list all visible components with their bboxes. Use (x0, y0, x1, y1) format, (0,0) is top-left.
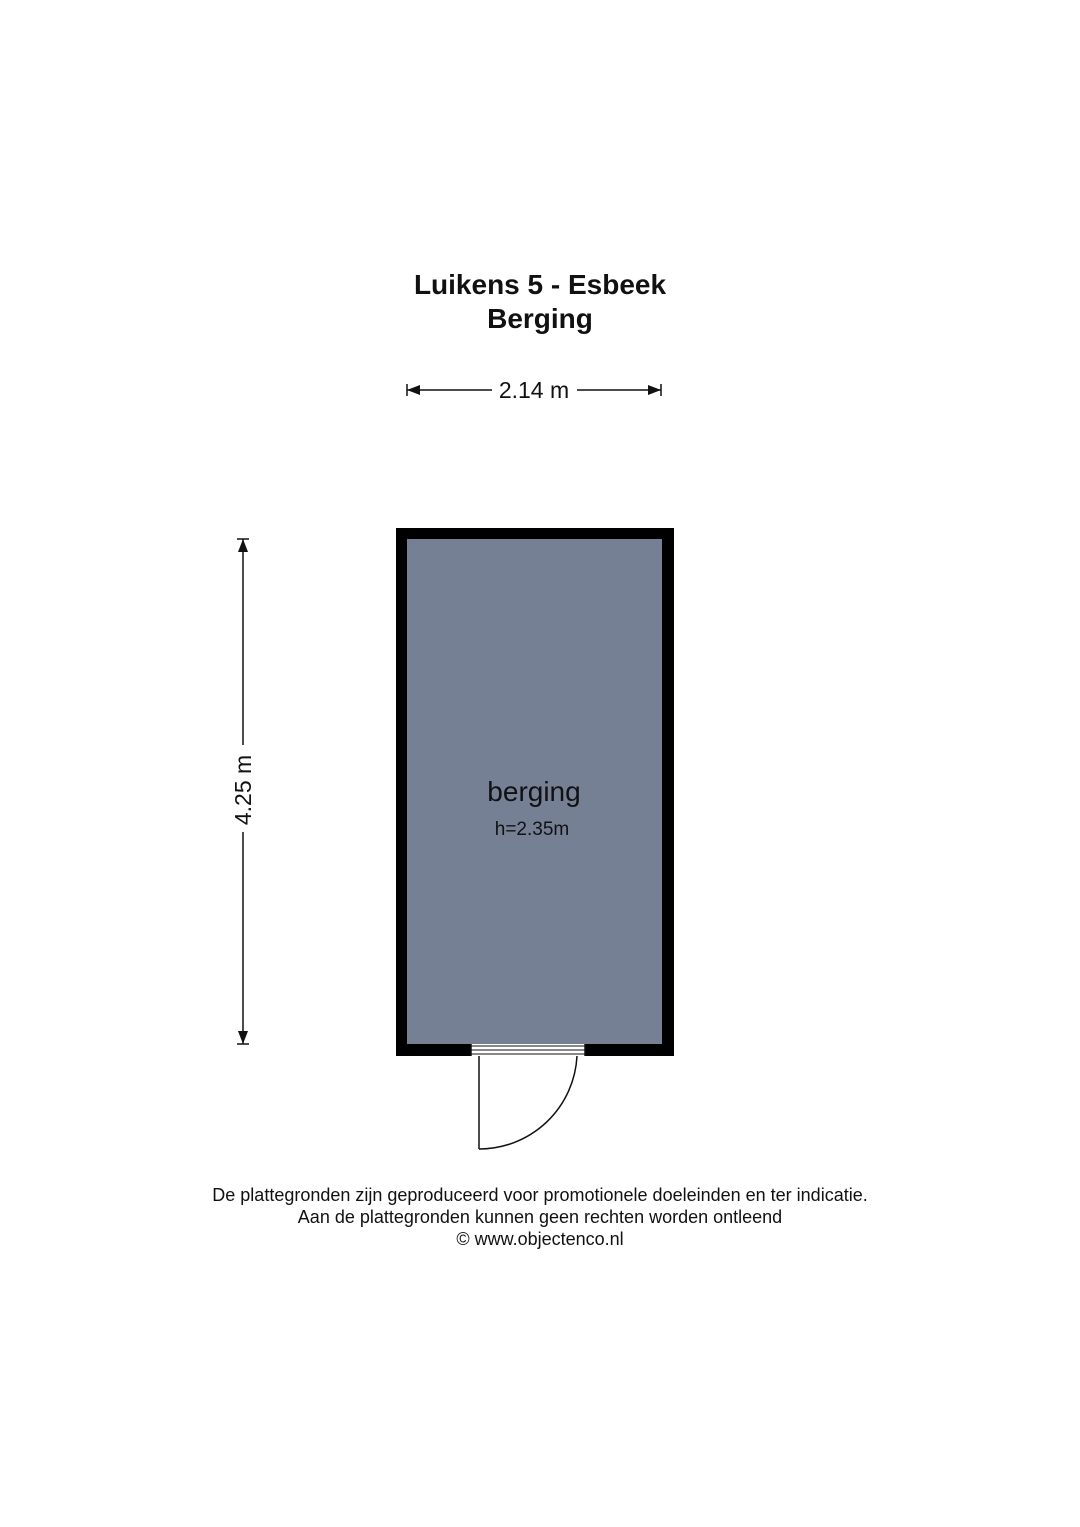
depth-label: 4.25 m (230, 754, 256, 826)
floor-title: Berging (487, 303, 593, 334)
room-name-label: berging (487, 776, 581, 807)
depth-arrow-top-icon (238, 539, 248, 552)
disclaimer-line-2: Aan de plattegronden kunnen geen rechten worden ontleend (297, 1207, 783, 1227)
width-arrow-left-icon (407, 385, 420, 395)
depth-dimension (230, 539, 256, 1044)
room-berging (396, 528, 674, 1149)
width-label: 2.14 m (498, 377, 570, 403)
door-swing-arc (479, 1056, 577, 1149)
room-height-label: h=2.35m (494, 819, 570, 840)
width-arrow-right-icon (648, 385, 661, 395)
depth-arrow-bottom-icon (238, 1031, 248, 1044)
copyright-line: © www.objectenco.nl (456, 1229, 624, 1249)
address-title: Luikens 5 - Esbeek (413, 269, 667, 300)
width-dimension (407, 377, 661, 403)
disclaimer-line-1: De plattegronden zijn geproduceerd voor promotionele doeleinden en ter indicatie. (212, 1185, 868, 1205)
disclaimer (0, 1184, 1080, 1250)
